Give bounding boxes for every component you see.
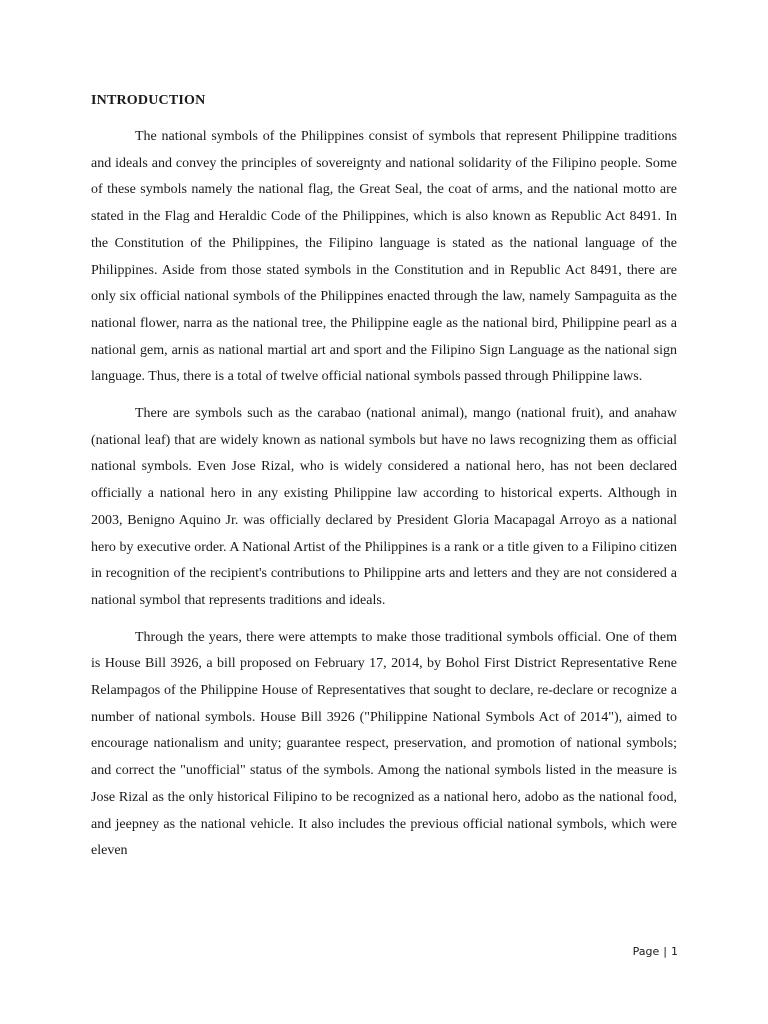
body-text [91, 124, 677, 875]
paragraph: Through the years, there were attempts to make those traditional symbols official. One of them is House Bill 3926, a bill proposed on February 17, 2014, by Bohol First District Representative Rene Relampagos of the Philippine House of Representatives that sought to declare, re-declare or recognize a number of national symbols. House Bill 3926 ("Philippine National Symbols Act of 2014"), aimed to encourage nationalism and unity; guarantee respect, preservation, and promotion of national symbols; and correct the "unofficial" status of the symbols. Among the national symbols listed in the measure is Jose Rizal as the only historical Filipino to be recognized as a national hero, adobo as the national food, and jeepney as the national vehicle. It also includes the previous official national symbols, which were eleven [91, 629, 677, 859]
page-label: Page [632, 945, 660, 958]
footer-separator: | [663, 945, 667, 958]
paragraph: The national symbols of the Philippines consist of symbols that represent Philippine traditions and ideals and convey the principles of sovereignty and national solidarity of the Filipino people. Some of these symbols namely the national flag, the Great Seal, the coat of arms, and the national motto are stated in the Flag and Heraldic Code of the Philippines, which is also known as Republic Act 8491. In the Constitution of the Philippines, the Filipino language is stated as the national language of the Philippines. Aside from those stated symbols in the Constitution and in Republic Act 8491, there are only six official national symbols of the Philippines enacted through the law, namely Sampaguita as the national flower, narra as the national tree, the Philippine eagle as the national bird, Philippine pearl as a national gem, arnis as national martial art and sport and the Filipino Sign Language as the national sign language. Thus, there is a total of twelve official national symbols passed through Philippine laws. [91, 129, 677, 385]
section-heading: INTRODUCTION [91, 93, 206, 108]
page-footer [633, 945, 678, 958]
page-number: 1 [671, 945, 678, 958]
paragraph: There are symbols such as the carabao (national animal), mango (national fruit), and anahaw (national leaf) that are widely known as national symbols but have no laws recognizing them as official national symbols. Even Jose Rizal, who is widely considered a national hero, has not been declared officially a national hero in any existing Philippine law according to historical experts. Although in 2003, Benigno Aquino Jr. was officially declared by President Gloria Macapagal Arroyo as a national hero by executive order. A National Artist of the Philippines is a rank or a title given to a Filipino citizen in recognition of the recipient's contributions to Philippine arts and letters and they are not considered a national symbol that represents traditions and ideals. [91, 406, 677, 608]
